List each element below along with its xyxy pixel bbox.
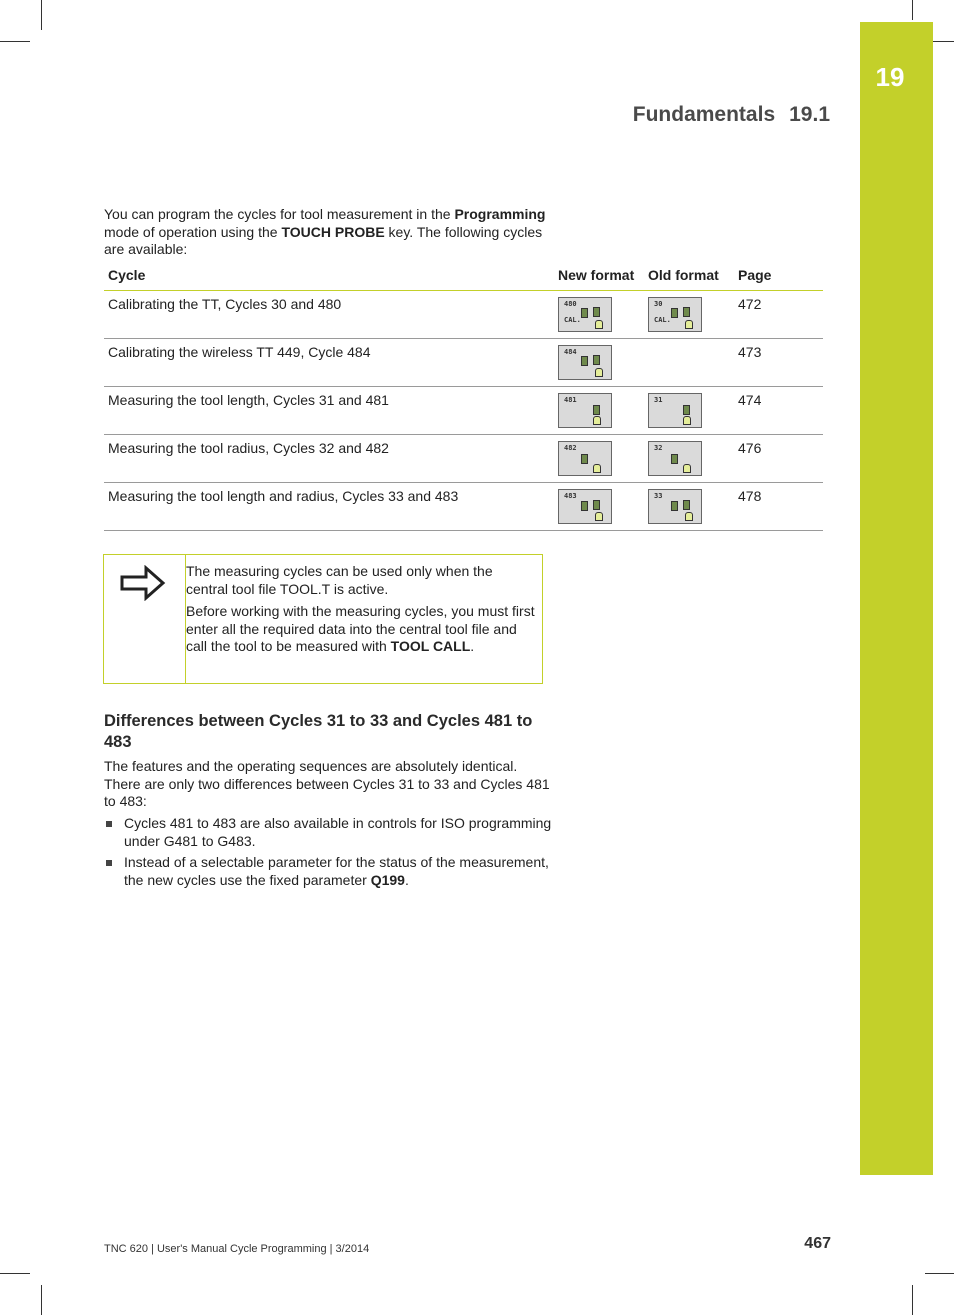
softkey-label: 33: [654, 492, 663, 500]
probe-icon: [595, 512, 603, 521]
note-text-span: .: [470, 638, 475, 654]
new-format-cell: [554, 483, 644, 531]
intro-text: You can program the cycles for tool measurement in the: [104, 206, 455, 222]
cycle-name: Measuring the tool length, Cycles 31 and 481: [104, 387, 554, 435]
old-format-cell: [644, 387, 734, 435]
cycle-name: Calibrating the wireless TT 449, Cycle 484: [104, 339, 554, 387]
softkey-483-icon: [558, 489, 612, 524]
softkey-32-icon: [648, 441, 702, 476]
page-cell: 472: [734, 291, 823, 339]
tool-icon: [671, 308, 678, 318]
tool-icon: [581, 454, 588, 464]
table-row: [104, 483, 823, 531]
header-page: Page: [734, 264, 823, 291]
softkey-label: 480: [564, 300, 577, 308]
list-item: [104, 815, 554, 850]
header-old-format: Old format: [644, 264, 734, 291]
tool-icon: [593, 355, 600, 365]
softkey-sublabel: CAL.: [654, 316, 671, 324]
list-item: [104, 854, 554, 889]
page-cell: 474: [734, 387, 823, 435]
probe-icon: [593, 464, 601, 473]
differences-paragraph: The features and the operating sequences are absolutely identical. There are only two differences between Cycles 31 to 33 and Cycles 481 to 483:: [104, 758, 550, 809]
page-cell: 476: [734, 435, 823, 483]
table-row: [104, 387, 823, 435]
tool-icon: [593, 500, 600, 510]
page-cell: 473: [734, 339, 823, 387]
cycles-table: [104, 264, 823, 531]
note-paragraph: [186, 603, 536, 656]
differences-list: [104, 815, 554, 893]
softkey-30-icon: [648, 297, 702, 332]
probe-icon: [685, 320, 693, 329]
bullet-square-icon: [106, 821, 112, 827]
intro-paragraph: [104, 206, 554, 259]
probe-icon: [685, 512, 693, 521]
probe-icon: [595, 368, 603, 377]
softkey-33-icon: [648, 489, 702, 524]
probe-icon: [593, 416, 601, 425]
new-format-cell: [554, 339, 644, 387]
tool-icon: [593, 307, 600, 317]
note-paragraph: The measuring cycles can be used only when the central tool file TOOL.T is active.: [186, 563, 493, 597]
softkey-label: 30: [654, 300, 663, 308]
crop-mark: [912, 1285, 913, 1315]
probe-icon: [683, 416, 691, 425]
softkey-484-icon: [558, 345, 612, 380]
softkey-label: 484: [564, 348, 577, 356]
cycle-name: Measuring the tool length and radius, Cycles 33 and 483: [104, 483, 554, 531]
arrow-right-icon: [120, 565, 166, 601]
differences-heading: Differences between Cycles 31 to 33 and Cycles 481 to 483: [104, 712, 533, 751]
list-item-text: Cycles 481 to 483 are also available in controls for ISO programming under G481 to G483.: [124, 815, 552, 849]
new-format-cell: [554, 387, 644, 435]
crop-mark: [41, 0, 42, 30]
crop-mark: [41, 1285, 42, 1315]
crop-mark: [0, 1273, 30, 1274]
old-format-cell: [644, 435, 734, 483]
softkey-label: 31: [654, 396, 663, 404]
softkey-label: 483: [564, 492, 577, 500]
intro-text: mode of operation using the: [104, 223, 282, 240]
table-row: [104, 435, 823, 483]
softkey-31-icon: [648, 393, 702, 428]
page-cell: 478: [734, 483, 823, 531]
softkey-sublabel: CAL.: [564, 316, 581, 324]
section-header: [633, 103, 830, 127]
probe-icon: [683, 464, 691, 473]
table-row: [104, 339, 823, 387]
list-item-text: .: [404, 871, 409, 888]
softkey-label: 481: [564, 396, 577, 404]
probe-icon: [595, 320, 603, 329]
tool-icon: [683, 307, 690, 317]
softkey-label: 482: [564, 444, 577, 452]
bullet-square-icon: [106, 860, 112, 866]
tool-icon: [581, 308, 588, 318]
crop-mark: [0, 41, 30, 42]
chapter-number: 19: [875, 62, 905, 92]
list-item-text: Instead of a selectable parameter for the status of the measurement, the new cycles use the fixed parameter: [124, 854, 549, 888]
section-number: 19.1: [789, 103, 830, 126]
new-format-cell: [554, 291, 644, 339]
old-format-cell: [644, 483, 734, 531]
section-title: Fundamentals: [632, 103, 776, 126]
note-box: [103, 554, 543, 684]
table-row: [104, 291, 823, 339]
intro-text: key. The following cycles are available:: [104, 223, 543, 257]
new-format-cell: [554, 435, 644, 483]
header-new-format: New format: [554, 264, 644, 291]
softkey-label: 32: [654, 444, 663, 452]
cycle-name: Measuring the tool radius, Cycles 32 and 482: [104, 435, 554, 483]
note-text: [186, 563, 536, 661]
chapter-sidebar-tab: [860, 22, 933, 1175]
old-format-cell: [644, 291, 734, 339]
footer-text: TNC 620 | User's Manual Cycle Programming | 3/2014: [104, 1243, 370, 1255]
crop-mark: [912, 0, 913, 20]
note-text-span: Before working with the measuring cycles, you must first enter all the required data into the central tool file and call the tool to be measured with: [186, 603, 535, 654]
tool-icon: [593, 405, 600, 415]
tool-icon: [683, 500, 690, 510]
softkey-482-icon: [558, 441, 612, 476]
tool-icon: [671, 501, 678, 511]
touch-probe-keyword: TOUCH PROBE: [281, 223, 385, 240]
programming-keyword: Programming: [454, 206, 546, 222]
tool-icon: [581, 356, 588, 366]
tool-icon: [671, 454, 678, 464]
table-header-row: [104, 264, 823, 291]
q199-keyword: Q199: [370, 871, 405, 888]
tool-icon: [581, 501, 588, 511]
cycle-name: Calibrating the TT, Cycles 30 and 480: [104, 291, 554, 339]
tool-icon: [683, 405, 690, 415]
crop-mark: [925, 1273, 954, 1274]
page-number: 467: [804, 1235, 831, 1252]
tool-call-keyword: TOOL CALL: [390, 638, 471, 654]
softkey-481-icon: [558, 393, 612, 428]
old-format-cell: [644, 339, 734, 387]
header-cycle: Cycle: [104, 264, 554, 291]
softkey-480-icon: [558, 297, 612, 332]
